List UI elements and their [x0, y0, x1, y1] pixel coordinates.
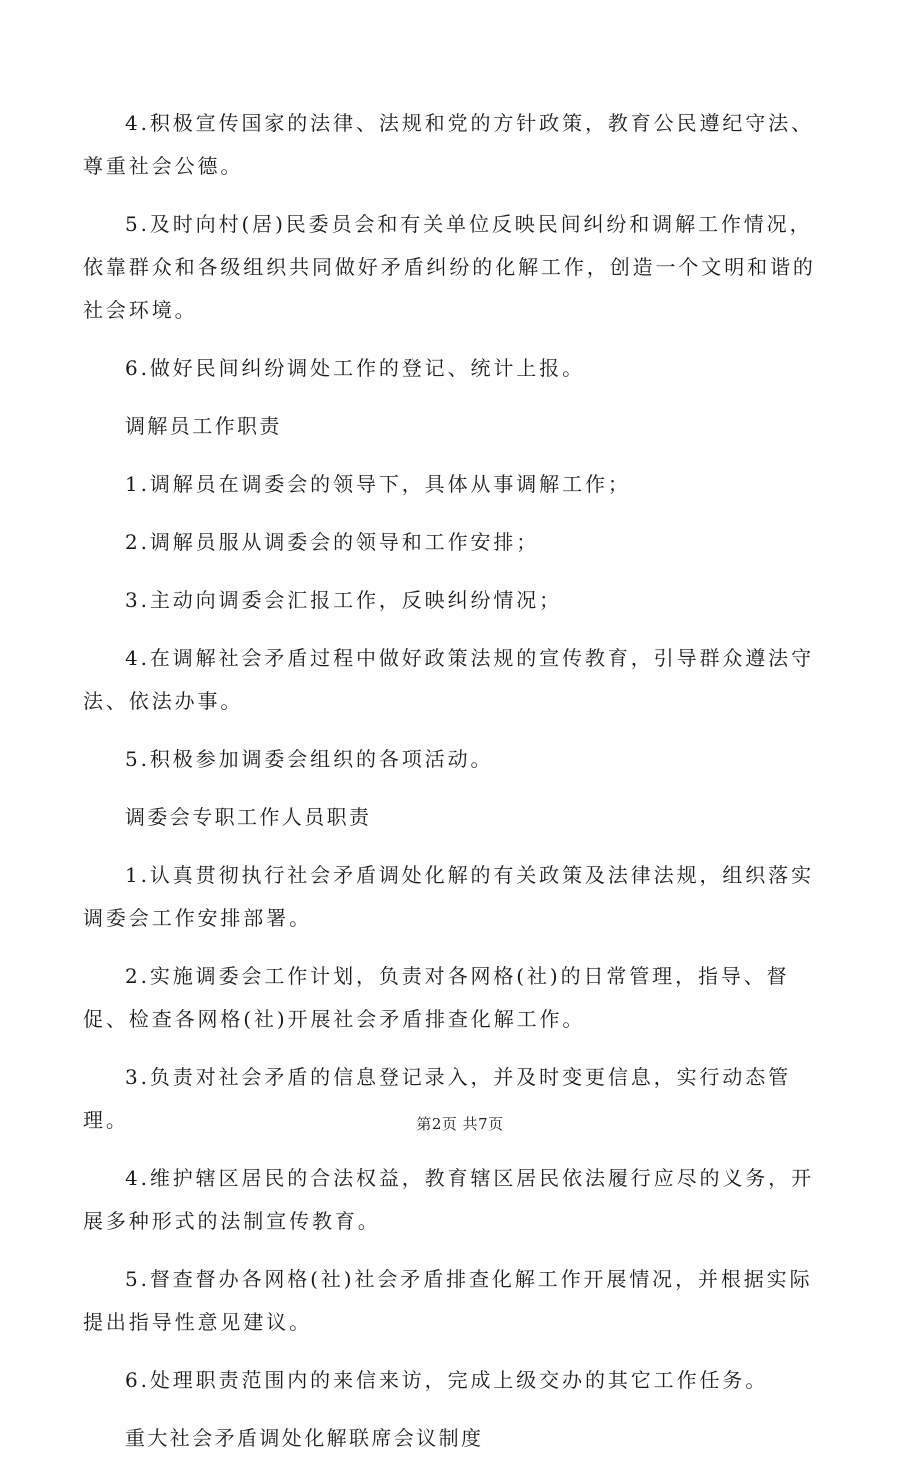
paragraph-mediator-4: 4.在调解社会矛盾过程中做好政策法规的宣传教育，引导群众遵法守法、依法办事。 [83, 646, 814, 713]
paragraph-mediator-1: 1.调解员在调委会的领导下，具体从事调解工作； [125, 472, 631, 496]
paragraph-staff-1: 1.认真贯彻执行社会矛盾调处化解的有关政策及法律法规，组织落实调委会工作安排部署。 [83, 863, 814, 930]
section-heading-mediator-duties: 调解员工作职责 [125, 414, 282, 438]
paragraph-duty-5: 5.及时向村(居)民委员会和有关单位反映民间纠纷和调解工作情况，依靠群众和各级组织共同做好矛盾纠纷的化解工作，创造一个文明和谐的社会环境。 [83, 212, 816, 322]
paragraph-duty-4: 4.积极宣传国家的法律、法规和党的方针政策，教育公民遵纪守法、尊重社会公德。 [83, 111, 814, 178]
paragraph-mediator-2: 2.调解员服从调委会的领导和工作安排； [125, 530, 540, 554]
document-body [83, 102, 829, 1475]
paragraph-mediator-3: 3.主动向调委会汇报工作，反映纠纷情况； [125, 588, 563, 612]
paragraph-staff-5: 5.督查督办各网格(社)社会矛盾排查化解工作开展情况，并根据实际提出指导性意见建议。 [83, 1267, 813, 1334]
section-heading-joint-meeting: 重大社会矛盾调处化解联席会议制度 [125, 1426, 484, 1450]
page-number-footer: 第2页 共7页 [416, 1115, 504, 1133]
paragraph-staff-6: 6.处理职责范围内的来信来访，完成上级交办的其它工作任务。 [125, 1368, 769, 1392]
paragraph-duty-6: 6.做好民间纠纷调处工作的登记、统计上报。 [125, 356, 585, 380]
paragraph-mediator-5: 5.积极参加调委会组织的各项活动。 [125, 747, 494, 771]
paragraph-staff-2: 2.实施调委会工作计划，负责对各网格(社)的日常管理，指导、督促、检查各网格(社)开展社会矛盾排查化解工作。 [83, 964, 790, 1031]
paragraph-staff-4: 4.维护辖区居民的合法权益，教育辖区居民依法履行应尽的义务，开展多种形式的法制宣传教育。 [83, 1166, 814, 1233]
section-heading-staff-duties: 调委会专职工作人员职责 [125, 805, 372, 829]
paragraph-staff-3: 3.负责对社会矛盾的信息登记录入，并及时变更信息，实行动态管理。 [83, 1065, 792, 1132]
